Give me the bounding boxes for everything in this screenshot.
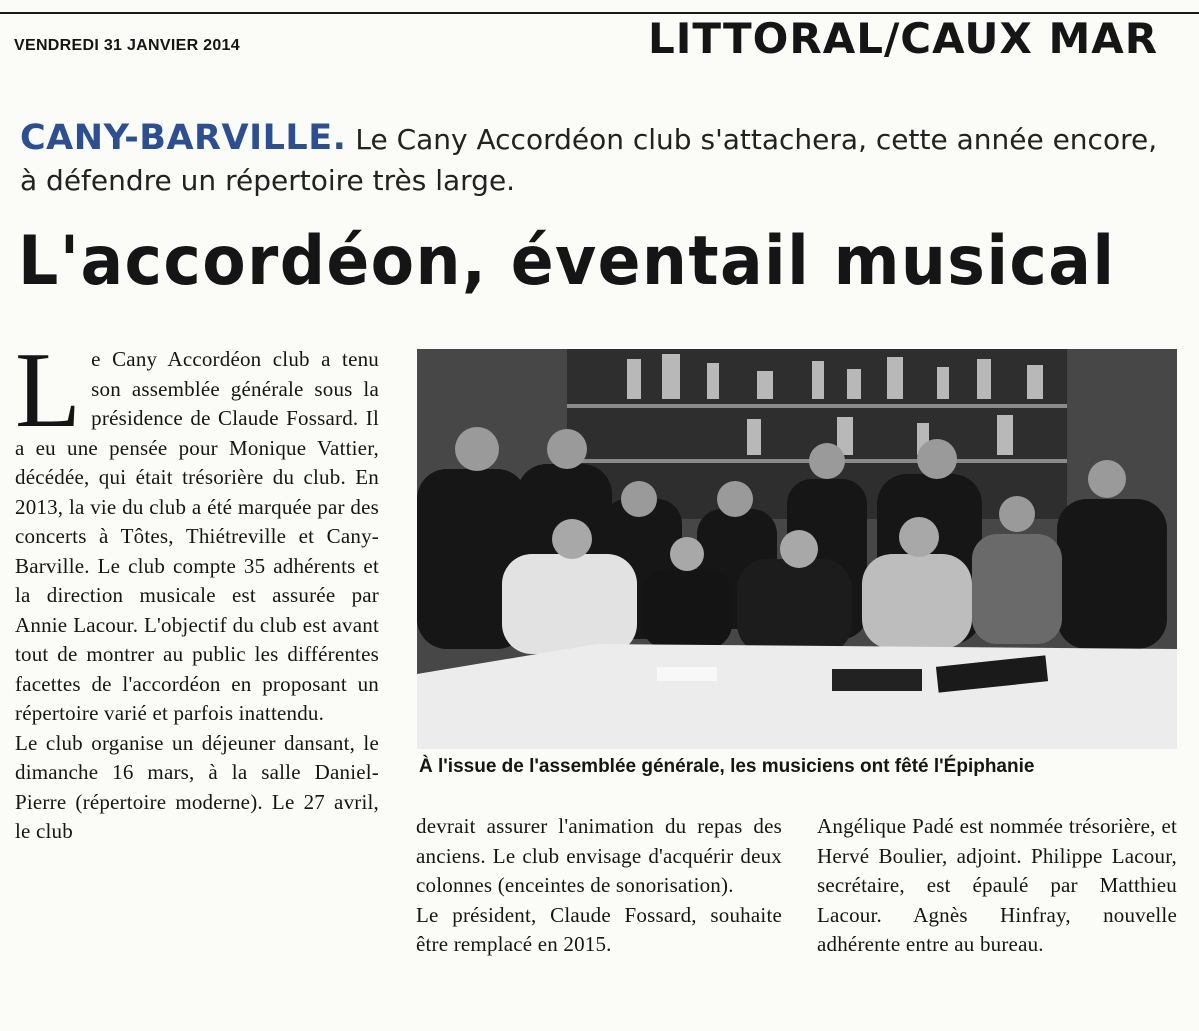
paragraph-2: Le club organise un déjeuner dansant, le dimanche 16 mars, à la salle Daniel-Pierre (répertoire moderne). Le 27 avril, le club xyxy=(15,730,379,843)
drop-cap: L xyxy=(15,331,82,450)
paragraph-5: Angélique Padé est nommée trésorière, et Hervé Boulier, adjoint. Philippe Lacour, secrétaire, est épaulé par Matthieu Lacour. Agnès Hinfray, nouvelle adhérente entre au bureau. xyxy=(817,814,1177,956)
column-2 xyxy=(416,812,782,960)
paragraph-1-text: e Cany Accordéon club a tenu son assemblée générale sous la présidence de Claude Fossard. Il a eu une pensée pour Monique Vattier, décédée, qui était trésorière du club. En 2013, la vie du club a été marquée par des concerts à Tôtes, Thiétreville et Cany-Barville. Le club compte 35 adhérents et la direction musicale est assurée par Annie Lacour. L'objectif du club est avant tout de montrer au public les différentes facettes de l'accordéon en proposant un répertoire varié et parfois inattendu. xyxy=(15,347,379,725)
headline: L'accordéon, éventail musical xyxy=(18,222,1116,301)
column-1 xyxy=(15,331,379,847)
article-kicker xyxy=(20,118,1180,201)
issue-date: VENDREDI 31 JANVIER 2014 xyxy=(14,37,240,54)
paragraph-4: Le président, Claude Fossard, souhaite être remplacé en 2015. xyxy=(416,902,782,956)
photo-caption: À l'issue de l'assemblée générale, les musiciens ont fêté l'Épiphanie xyxy=(419,756,1035,777)
location-label: CANY-BARVILLE. xyxy=(20,118,347,158)
column-3 xyxy=(817,812,1177,960)
paragraph-3: devrait assurer l'animation du repas des anciens. Le club envisage d'acquérir deux colonnes (enceintes de sonorisation). xyxy=(416,814,782,897)
paragraph-1 xyxy=(15,331,379,729)
kicker-text: Le Cany Accordéon club s'attachera, cette année encore, à défendre un répertoire très large. xyxy=(20,123,1158,197)
group-photo xyxy=(417,349,1177,749)
section-title: LITTORAL/CAUX MAR xyxy=(648,14,1159,63)
